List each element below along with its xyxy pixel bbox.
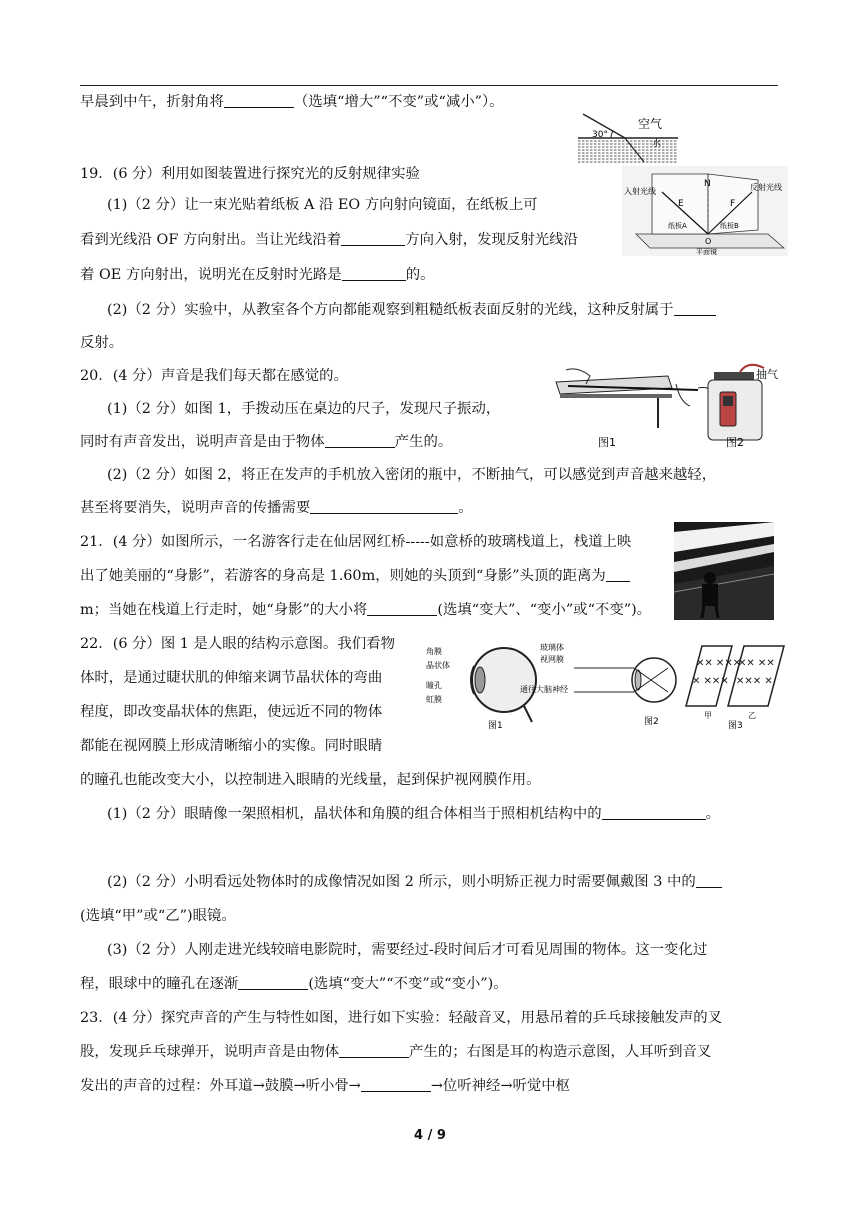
o-label: O: [705, 237, 712, 246]
fig2-caption: 图2: [726, 436, 744, 449]
answer-blank[interactable]: [325, 432, 395, 448]
q22-3-line2: [80, 974, 508, 994]
cornea-label: 角膜: [426, 647, 442, 656]
eye-fig1-caption: 图1: [488, 721, 503, 731]
plate-a-label: 纸板A: [668, 222, 687, 230]
e-label: E: [678, 199, 684, 209]
q22-line4: 都能在视网膜上形成清晰缩小的实像。同时眼睛: [80, 738, 383, 754]
jia-label: 甲: [704, 711, 712, 720]
q23-line3: [80, 1076, 570, 1096]
q21-line1: 21．(4 分）如图所示，一名游客行走在仙居网红桥-----如意桥的玻璃栈道上，栈道上映: [80, 534, 632, 550]
q19-1-line3: [80, 265, 435, 285]
incident-label: 入射光线: [624, 187, 656, 196]
vitreous-label: 玻璃体: [540, 643, 564, 652]
answer-blank[interactable]: [224, 92, 294, 108]
text: 同时有声音发出，说明声音是由于物体: [80, 434, 325, 450]
q19-title: 19．(6 分）利用如图装置进行探究光的反射规律实验: [80, 166, 420, 182]
text: 早晨到中午，折射角将: [80, 94, 224, 110]
answer-blank[interactable]: [341, 230, 405, 246]
text: m；当她在栈道上行走时，她“身影”的大小将: [80, 602, 368, 618]
text: 产生的；右图是耳的构造示意图，人耳听到音叉: [409, 1044, 712, 1060]
plate-b-label: 纸板B: [720, 222, 739, 230]
nerve-label: 通往大脑神经: [520, 685, 568, 694]
q22-line1: 22．(6 分）图 1 是人眼的结构示意图。我们看物: [80, 636, 395, 652]
reflected-label: 反射光线: [750, 183, 782, 192]
iris-label: 虹膜: [426, 695, 442, 704]
page-number: 4 / 9: [414, 1128, 446, 1143]
q22-3-line1: (3)（2 分）人刚走进光线较暗电影院时，需要经过-段时间后才可看见周围的物体。这一变化过: [107, 942, 708, 958]
text: (2)（2 分）小明看远处物体时的成像情况如图 2 所示，则小明矫正视力时需要佩戴图 3 中的: [107, 874, 696, 890]
yi-label: 乙: [748, 711, 756, 720]
fig1-caption: 图1: [598, 436, 616, 449]
text: (2)（2 分）实验中，从教室各个方向都能观察到粗糙纸板表面反射的光线，这种反射属于: [107, 302, 674, 318]
answer-blank[interactable]: [696, 872, 722, 888]
text: (选填“变大”“不变”或“变小”)。: [308, 976, 508, 992]
text: →位听神经→听觉中枢: [430, 1078, 571, 1094]
answer-blank[interactable]: [674, 300, 716, 316]
answer-blank[interactable]: [606, 566, 630, 582]
q19-1-line1: (1)（2 分）让一束光贴着纸板 A 沿 EO 方向射向镜面，在纸板上可: [107, 197, 538, 213]
q20-2-line2: [80, 498, 473, 518]
bridge-photo: [674, 522, 774, 620]
f-label: F: [730, 199, 736, 209]
svg-text:✕✕ ✕✕✕: ✕✕ ✕✕✕: [696, 658, 742, 669]
q19-1-line2: [80, 230, 578, 250]
q20-title: 20．(4 分）声音是我们每天都在感觉的。: [80, 368, 348, 384]
water-label: 水: [652, 139, 662, 149]
svg-text:✕✕ ✕✕: ✕✕ ✕✕: [738, 658, 775, 669]
eye-fig3-caption: 图3: [728, 721, 743, 731]
q22-line2: 体时，是通过睫状肌的伸缩来调节晶状体的弯曲: [80, 670, 383, 686]
text: 看到光线沿 OF 方向射出。当让光线沿着: [80, 232, 342, 248]
text: (选填“变大”、“变小”或“不变”)。: [437, 602, 652, 618]
q19-2-line2: 反射。: [80, 335, 124, 351]
q18-line: [80, 92, 504, 112]
q21-line2: [80, 566, 630, 586]
text: 。: [458, 500, 473, 516]
text: 的。: [405, 267, 435, 283]
header-rule: [80, 85, 778, 86]
svg-text:✕✕✕ ✕: ✕✕✕ ✕: [736, 676, 773, 687]
answer-blank[interactable]: [238, 974, 308, 990]
q20-2-line1: (2)（2 分）如图 2，将正在发声的手机放入密闭的瓶中，不断抽气，可以感觉到声音越来越轻，: [107, 467, 717, 483]
text: 着 OE 方向射出，说明光在反射时光路是: [80, 267, 342, 283]
q23-line1: 23．(4 分）探究声音的产生与特性如图，进行如下实验：轻敲音叉，用悬吊着的乒乓球接触发声的叉: [80, 1010, 723, 1026]
text: 出了她美丽的“身影”，若游客的身高是 1.60m，则她的头顶到“身影”头顶的距离为: [80, 568, 606, 584]
lens-label: 晶状体: [426, 661, 450, 670]
text: 产生的。: [394, 434, 453, 450]
text: （选填“增大”“不变”或“减小”）。: [293, 94, 504, 110]
refraction-figure: [578, 110, 678, 164]
q22-line5: 的瞳孔也能改变大小，以控制进入眼睛的光线量，起到保护视网膜作用。: [80, 772, 541, 788]
angle-label: 30°: [592, 130, 608, 140]
answer-blank[interactable]: [310, 498, 458, 514]
text: (1)（2 分）眼睛像一架照相机，晶状体和角膜的组合体相当于照相机结构中的: [107, 806, 602, 822]
reflection-figure: [622, 166, 788, 256]
q23-line2: [80, 1042, 711, 1062]
answer-blank[interactable]: [367, 600, 437, 616]
svg-text:✕ ✕✕✕: ✕ ✕✕✕: [692, 676, 729, 687]
q20-1-line2: [80, 432, 452, 452]
text: 方向入射，发现反射光线沿: [405, 232, 578, 248]
q19-2-line1: [107, 300, 716, 320]
answer-blank[interactable]: [342, 265, 406, 281]
text: 程，眼球中的瞳孔在逐渐: [80, 976, 239, 992]
q22-2-line1: [107, 872, 722, 892]
answer-blank[interactable]: [339, 1042, 409, 1058]
answer-blank[interactable]: [361, 1076, 431, 1092]
pupil-label: 瞳孔: [426, 681, 442, 690]
answer-blank[interactable]: [602, 804, 706, 820]
text: 发出的声音的过程：外耳道→鼓膜→听小骨→: [80, 1078, 361, 1094]
eye-fig2-caption: 图2: [644, 717, 659, 727]
mirror-label: 平面镜: [696, 248, 717, 256]
q22-line3: 程度，即改变晶状体的焦距，使远近不同的物体: [80, 704, 383, 720]
q20-1-line1: (1)（2 分）如图 1，手拨动压在桌边的尺子，发现尺子振动，: [107, 401, 501, 417]
text: 。: [705, 806, 721, 822]
q21-line3: [80, 600, 651, 620]
q22-1-line: [107, 804, 720, 824]
q22-2-line2: (选填“甲”或“乙”)眼镜。: [80, 908, 236, 924]
n-label: N: [704, 179, 711, 189]
pump-label: 抽气: [756, 368, 778, 381]
eye-figures: [424, 636, 794, 732]
text: 股，发现乒乓球弹开，说明声音是由物体: [80, 1044, 340, 1060]
retina-label: 视网膜: [540, 655, 564, 664]
text: 甚至将要消失，说明声音的传播需要: [80, 500, 311, 516]
sound-figures: [548, 362, 788, 452]
air-label: 空气: [638, 117, 663, 131]
